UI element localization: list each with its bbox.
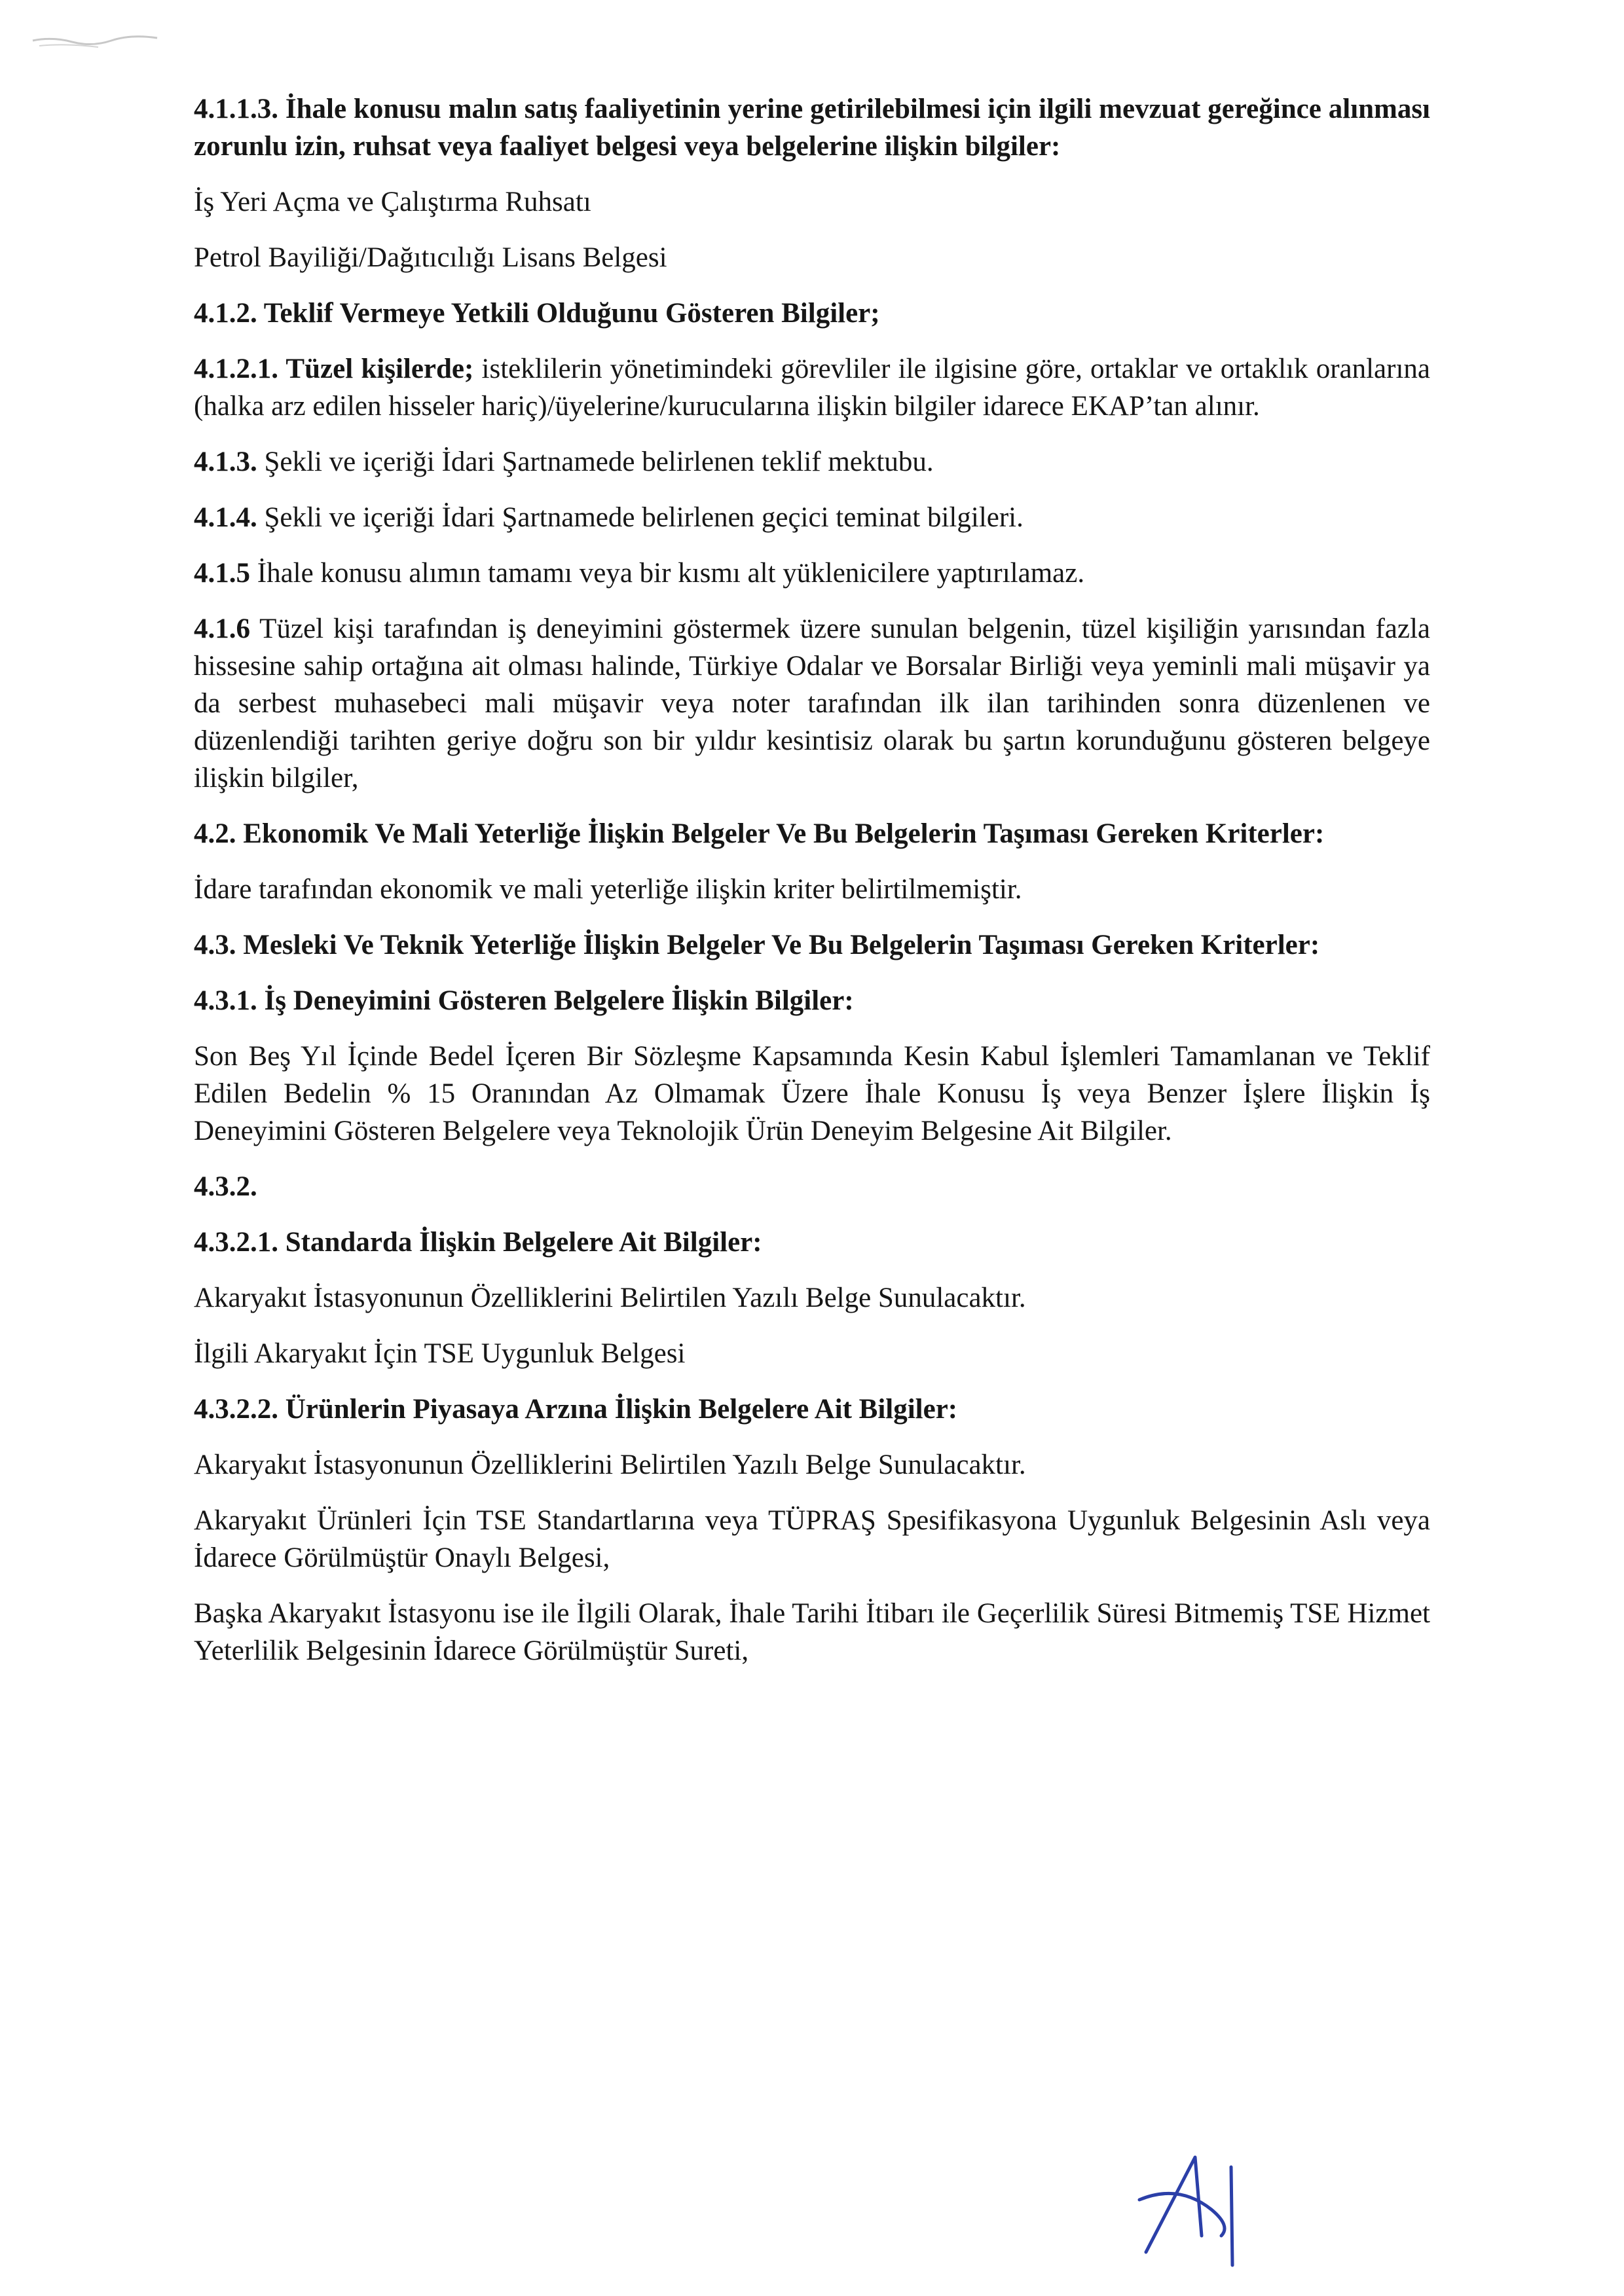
paragraph-4-2-text: İdare tarafından ekonomik ve mali yeterliğe ilişkin kriter belirtilmemiştir. [194,874,1022,905]
document-body [194,90,1430,1669]
paragraph-4-1-6 [194,610,1430,797]
heading-4-3-2-1: 4.3.2.1. Standarda İlişkin Belgelere Ait Bilgiler: [194,1227,762,1258]
paragraph-4-1-6-text: Tüzel kişi tarafından iş deneyimini göstermek üzere sunulan belgenin, tüzel kişiliğin yarısından fazla hissesine sahip ortağına ait olması halinde, Türkiye Odalar ve Borsalar Birliği veya yeminli mali müşavir ya da serbest muhasebeci mali müşavir veya noter tarafından ilk ilan tarihinden sonra düzenlenen ve düzenlendiği tarihten geriye doğru son bir yıldır kesintisiz olarak bu şartın korunduğunu gösteren belgeye ilişkin bilgiler, [194,613,1430,793]
paragraph-4-1-4 [194,499,1430,536]
heading-4-1-1-3: 4.1.1.3. İhale konusu malın satış faaliyetinin yerine getirilebilmesi için ilgili mevzuat gereğince alınması zorunlu izin, ruhsat veya faaliyet belgesi veya belgelerine ilişkin bilgiler: [194,94,1430,162]
signature-paraphe [1133,2138,1257,2275]
paragraph-4-3-1-text: Son Beş Yıl İçinde Bedel İçeren Bir Sözleşme Kapsamında Kesin Kabul İşlemleri Tamamlanan ve Teklif Edilen Bedelin % 15 Oranından Az Olmamak Üzere İhale Konusu İş veya Benzer İşlere İlişkin İş Deneyimini Gösteren Belgelere veya Teknolojik Ürün Deneyim Belgesine Ait Bilgiler. [194,1041,1430,1146]
paragraph-4-1-4-text: Şekli ve içeriği İdari Şartnamede belirlenen geçici teminat bilgileri. [257,502,1024,533]
paragraph-4-1-6-number: 4.1.6 [194,613,250,644]
paragraph-4-1-5 [194,555,1430,592]
paragraph-4-1-3 [194,443,1430,481]
standard-item-station-features: Akaryakıt İstasyonunun Özelliklerini Belirtilen Yazılı Belge Sunulacaktır. [194,1283,1026,1313]
market-item-tse-tupras-conformity: Akaryakıt Ürünleri İçin TSE Standartlarına veya TÜPRAŞ Spesifikasyona Uygunluk Belgesinin Aslı veya İdarece Görülmüştür Onaylı Belgesi, [194,1505,1430,1573]
heading-4-2: 4.2. Ekonomik Ve Mali Yeterliğe İlişkin Belgeler Ve Bu Belgelerin Taşıması Gereken Kriterler: [194,818,1325,849]
permit-item-petrol-license: Petrol Bayiliği/Dağıtıcılığı Lisans Belgesi [194,242,667,273]
scan-artifact-mark [26,26,170,52]
market-item-station-features: Akaryakıt İstasyonunun Özelliklerini Belirtilen Yazılı Belge Sunulacaktır. [194,1449,1026,1480]
heading-4-3-2: 4.3.2. [194,1171,257,1202]
standard-item-tse-conformity: İlgili Akaryakıt İçin TSE Uygunluk Belgesi [194,1338,686,1369]
paragraph-4-1-2-1-lead: 4.1.2.1. Tüzel kişilerde; [194,354,474,384]
paragraph-4-1-2-1 [194,350,1430,425]
heading-4-3: 4.3. Mesleki Ve Teknik Yeterliğe İlişkin Belgeler Ve Bu Belgelerin Taşıması Gereken Kriterler: [194,930,1320,960]
paragraph-4-1-5-text: İhale konusu alımın tamamı veya bir kısmı alt yüklenicilere yaptırılamaz. [250,558,1085,589]
heading-4-3-2-2: 4.3.2.2. Ürünlerin Piyasaya Arzına İlişkin Belgelere Ait Bilgiler: [194,1394,958,1425]
heading-4-3-1: 4.3.1. İş Deneyimini Gösteren Belgelere İlişkin Bilgiler: [194,985,854,1016]
permit-item-workplace-license: İş Yeri Açma ve Çalıştırma Ruhsatı [194,187,591,217]
paragraph-4-1-3-text: Şekli ve içeriği İdari Şartnamede belirlenen teklif mektubu. [257,446,934,477]
paragraph-4-1-2-1-text: isteklilerin yönetimindeki görevliler ile ilgisine göre, ortaklar ve ortaklık oranlarına (halka arz edilen hisseler hariç)/üyelerine/kurucularına ilişkin bilgiler idarece EKAP’tan alınır. [194,354,1430,422]
paragraph-4-1-3-number: 4.1.3. [194,446,257,477]
paragraph-4-1-4-number: 4.1.4. [194,502,257,533]
heading-4-1-2: 4.1.2. Teklif Vermeye Yetkili Olduğunu Gösteren Bilgiler; [194,298,880,329]
paragraph-4-1-5-number: 4.1.5 [194,558,250,589]
market-item-tse-service-competence: Başka Akaryakıt İstasyonu ise ile İlgili Olarak, İhale Tarihi İtibarı ile Geçerlilik Süresi Bitmemiş TSE Hizmet Yeterlilik Belgesinin İdarece Görülmüştür Sureti, [194,1598,1430,1666]
